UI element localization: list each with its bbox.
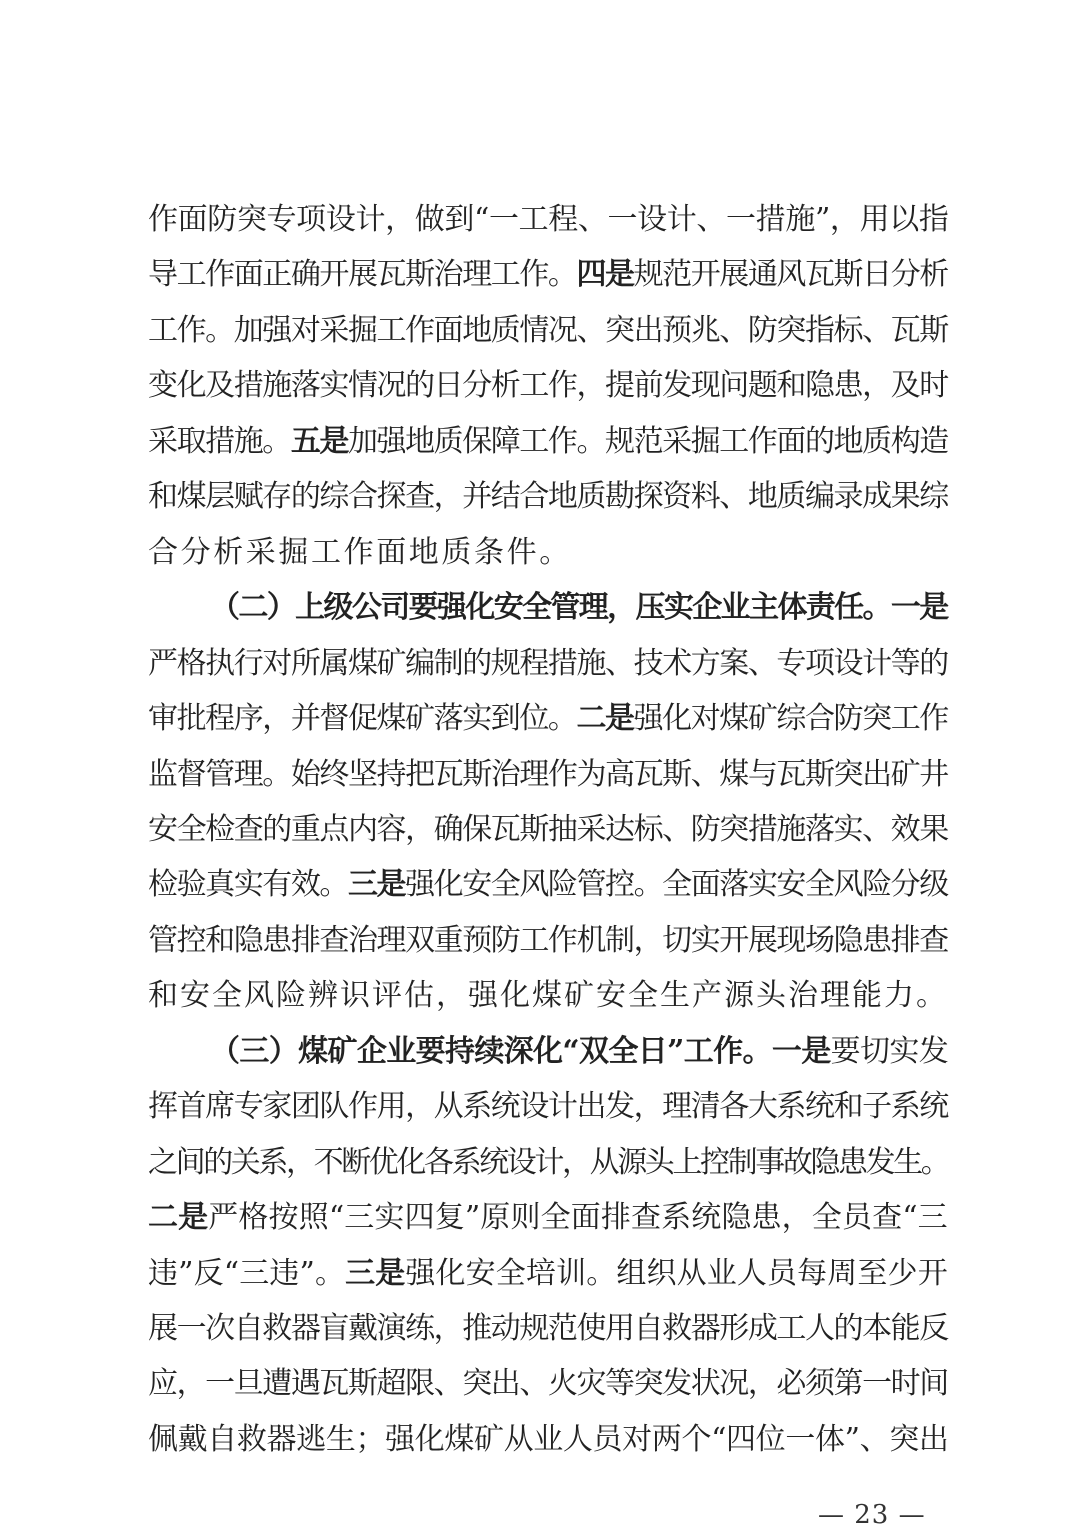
- body-text: 应，一旦遭遇瓦斯超限、突出、火灾等突发状况，必须第一时间: [148, 1366, 948, 1402]
- body-text: 变化及措施落实情况的日分析工作，提前发现问题和隐患，及时: [148, 368, 948, 404]
- text-line: [148, 913, 948, 969]
- text-line: [148, 358, 948, 414]
- text-line: [148, 247, 948, 303]
- text-line: [148, 691, 948, 747]
- body-text: 展一次自救器盲戴演练，推动规范使用自救器形成工人的本能反: [148, 1311, 948, 1346]
- body-text: 采取措施。: [148, 423, 291, 459]
- body-text: 工作。加强对采掘工作面地质情况、突出预兆、防突指标、瓦斯: [148, 312, 948, 348]
- body-text: 强化安全培训。组织从业人员每周至少开: [405, 1255, 948, 1291]
- text-line: [148, 636, 948, 692]
- emphasis-text: 二是: [576, 701, 634, 737]
- body-text: 规范开展通风瓦斯日分析: [633, 257, 948, 293]
- body-text: 作面防突专项设计，做到“一工程、一设计、一措施”，用以指: [148, 202, 949, 237]
- emphasis-text: （二）上级公司要强化安全管理，压实企业主体责任。: [210, 590, 891, 626]
- text-line: [148, 747, 948, 803]
- text-line: [148, 1190, 948, 1246]
- text-line: [148, 1412, 948, 1468]
- text-line: [148, 414, 948, 470]
- body-text: 之间的关系，不断优化各系统设计，从源头上控制事故隐患发生。: [148, 1144, 949, 1180]
- emphasis-text: 五是: [290, 423, 348, 459]
- body-text: 管控和隐患排查治理双重预防工作机制，切实开展现场隐患排查: [148, 922, 948, 958]
- text-line: [148, 1079, 948, 1135]
- text-line: [210, 1024, 948, 1080]
- text-line: [148, 1246, 948, 1302]
- emphasis-text: 三是: [345, 1255, 406, 1291]
- body-text: 强化安全风险管控。全面落实安全风险分级: [405, 867, 948, 903]
- body-text: 导工作面正确开展瓦斯治理工作。: [148, 257, 577, 293]
- body-text: 监督管理。始终坚持把瓦斯治理作为高瓦斯、煤与瓦斯突出矿井: [148, 756, 948, 792]
- page-number: — 23 —: [818, 1500, 926, 1530]
- body-text: 要切实发: [830, 1033, 949, 1069]
- text-line: [148, 1301, 948, 1357]
- emphasis-text: 一是: [771, 1033, 831, 1069]
- text-line: [210, 580, 948, 636]
- text-line: [148, 469, 948, 525]
- text-line: [148, 525, 572, 581]
- emphasis-text: 三是: [347, 867, 406, 903]
- body-text: 佩戴自救器逃生；强化煤矿从业人员对两个“四位一体”、突出: [148, 1421, 949, 1457]
- text-line: [148, 1135, 948, 1191]
- text-line: [148, 192, 948, 248]
- body-text: 安全检查的重点内容，确保瓦斯抽采达标、防突措施落实、效果: [148, 811, 948, 847]
- emphasis-text: （三）煤矿企业要持续深化“双全日”工作。: [210, 1033, 772, 1069]
- text-line: [148, 1356, 948, 1412]
- emphasis-text: 二是: [148, 1200, 209, 1236]
- body-text: 检验真实有效。: [148, 867, 348, 903]
- body-text: 挥首席专家团队作用，从系统设计出发，理清各大系统和子系统: [148, 1089, 948, 1125]
- body-text: 加强地质保障工作。规范采掘工作面的地质构造: [347, 423, 948, 459]
- text-line: [148, 303, 948, 359]
- body-text: 和安全风险辨识评估，强化煤矿安全生产源头治理能力。: [148, 978, 948, 1014]
- emphasis-text: 四是: [576, 257, 634, 293]
- text-line: [148, 802, 948, 858]
- body-text: 合分析采掘工作面地质条件。: [148, 534, 572, 570]
- body-text: 违”反“三违”。: [148, 1255, 346, 1291]
- body-text: 审批程序，并督促煤矿落实到位。: [148, 701, 577, 737]
- emphasis-text: 一是: [890, 590, 948, 626]
- text-line: [148, 968, 948, 1024]
- body-text: 和煤层赋存的综合探查，并结合地质勘探资料、地质编录成果综: [148, 479, 948, 515]
- text-line: [148, 857, 948, 913]
- body-text: 严格执行对所属煤矿编制的规程措施、技术方案、专项设计等的: [148, 645, 948, 681]
- body-text: 严格按照“三实四复”原则全面排查系统隐患，全员查“三: [208, 1200, 948, 1236]
- body-text: 强化对煤矿综合防突工作: [633, 701, 948, 737]
